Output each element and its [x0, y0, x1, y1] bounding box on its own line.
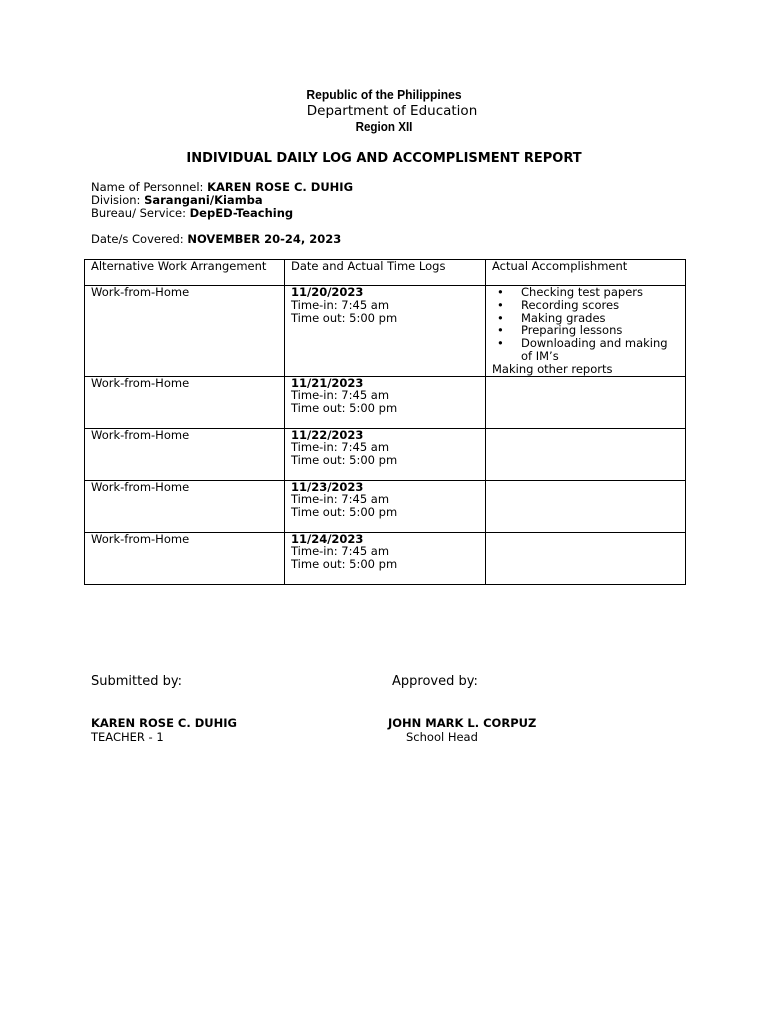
table-row	[85, 532, 686, 584]
log-date: 11/22/2023	[291, 427, 364, 442]
time-out: Time out: 5:00 pm	[291, 505, 398, 520]
bureau-line	[91, 207, 293, 220]
list-item: • Making grades	[514, 312, 679, 325]
time-in: Time-in: 7:45 am	[291, 388, 390, 403]
time-out: Time out: 5:00 pm	[291, 401, 398, 416]
time-out: Time out: 5:00 pm	[291, 453, 398, 468]
column-header-time-logs: Date and Actual Time Logs	[285, 260, 486, 286]
accomplishment-list	[492, 286, 679, 363]
header-republic: Republic of the Philippines	[306, 87, 462, 102]
submitter-name: KAREN ROSE C. DUHIG	[91, 716, 237, 730]
table-row	[85, 286, 686, 377]
submitter-position: TEACHER - 1	[91, 730, 164, 744]
time-log-cell	[285, 532, 486, 584]
accomplishment-cell	[486, 376, 686, 428]
arrangement-cell: Work-from-Home	[85, 428, 285, 480]
time-out: Time out: 5:00 pm	[291, 310, 398, 325]
time-out: Time out: 5:00 pm	[291, 557, 398, 572]
arrangement-cell: Work-from-Home	[85, 532, 285, 584]
submitted-by-label: Submitted by:	[91, 674, 182, 689]
daily-log-table	[84, 259, 686, 585]
accomplishment-cell	[486, 532, 686, 584]
table-row	[85, 376, 686, 428]
time-in: Time-in: 7:45 am	[291, 492, 390, 507]
time-log-cell	[285, 376, 486, 428]
report-title: INDIVIDUAL DAILY LOG AND ACCOMPLISMENT REPORT	[186, 151, 582, 166]
accomplishment-cell	[486, 480, 686, 532]
accomplishment-extra: Making other reports	[492, 361, 613, 376]
division-label: Division:	[91, 193, 145, 207]
column-header-arrangement: Alternative Work Arrangement	[85, 260, 285, 286]
accomplishment-cell	[486, 428, 686, 480]
log-date: 11/21/2023	[291, 375, 364, 390]
dates-covered-value: NOVEMBER 20-24, 2023	[187, 232, 342, 246]
arrangement-cell: Work-from-Home	[85, 286, 285, 377]
log-date: 11/24/2023	[291, 531, 364, 546]
personnel-label: Name of Personnel:	[91, 180, 208, 194]
table-header-row	[85, 260, 686, 286]
approved-by-label: Approved by:	[392, 674, 478, 689]
table-row	[85, 428, 686, 480]
time-log-cell	[285, 480, 486, 532]
time-in: Time-in: 7:45 am	[291, 440, 390, 455]
approver-position: School Head	[406, 730, 478, 744]
dates-covered-label: Date/s Covered:	[91, 232, 188, 246]
log-date: 11/23/2023	[291, 479, 364, 494]
list-item: • Preparing lessons	[514, 324, 679, 337]
arrangement-cell: Work-from-Home	[85, 376, 285, 428]
time-in: Time-in: 7:45 am	[291, 297, 390, 312]
list-item: • Recording scores	[514, 299, 679, 312]
bureau-value: DepED-Teaching	[189, 206, 294, 220]
table-row	[85, 480, 686, 532]
arrangement-cell: Work-from-Home	[85, 480, 285, 532]
accomplishment-cell	[486, 286, 686, 377]
column-header-accomplishment: Actual Accomplishment	[486, 260, 686, 286]
bureau-label: Bureau/ Service:	[91, 206, 190, 220]
time-log-cell	[285, 428, 486, 480]
list-item: • Downloading and making of IM’s	[514, 337, 679, 363]
time-log-cell	[285, 286, 486, 377]
division-value: Sarangani/Kiamba	[144, 193, 263, 207]
time-in: Time-in: 7:45 am	[291, 544, 390, 559]
log-date: 11/20/2023	[291, 285, 364, 299]
dates-covered-line	[91, 233, 341, 246]
personnel-value: KAREN ROSE C. DUHIG	[207, 180, 354, 194]
header-department: Department of Education	[306, 103, 478, 119]
approver-name: JOHN MARK L. CORPUZ	[388, 716, 537, 730]
header-region: Region XII	[355, 120, 413, 134]
list-item: • Checking test papers	[514, 286, 679, 299]
